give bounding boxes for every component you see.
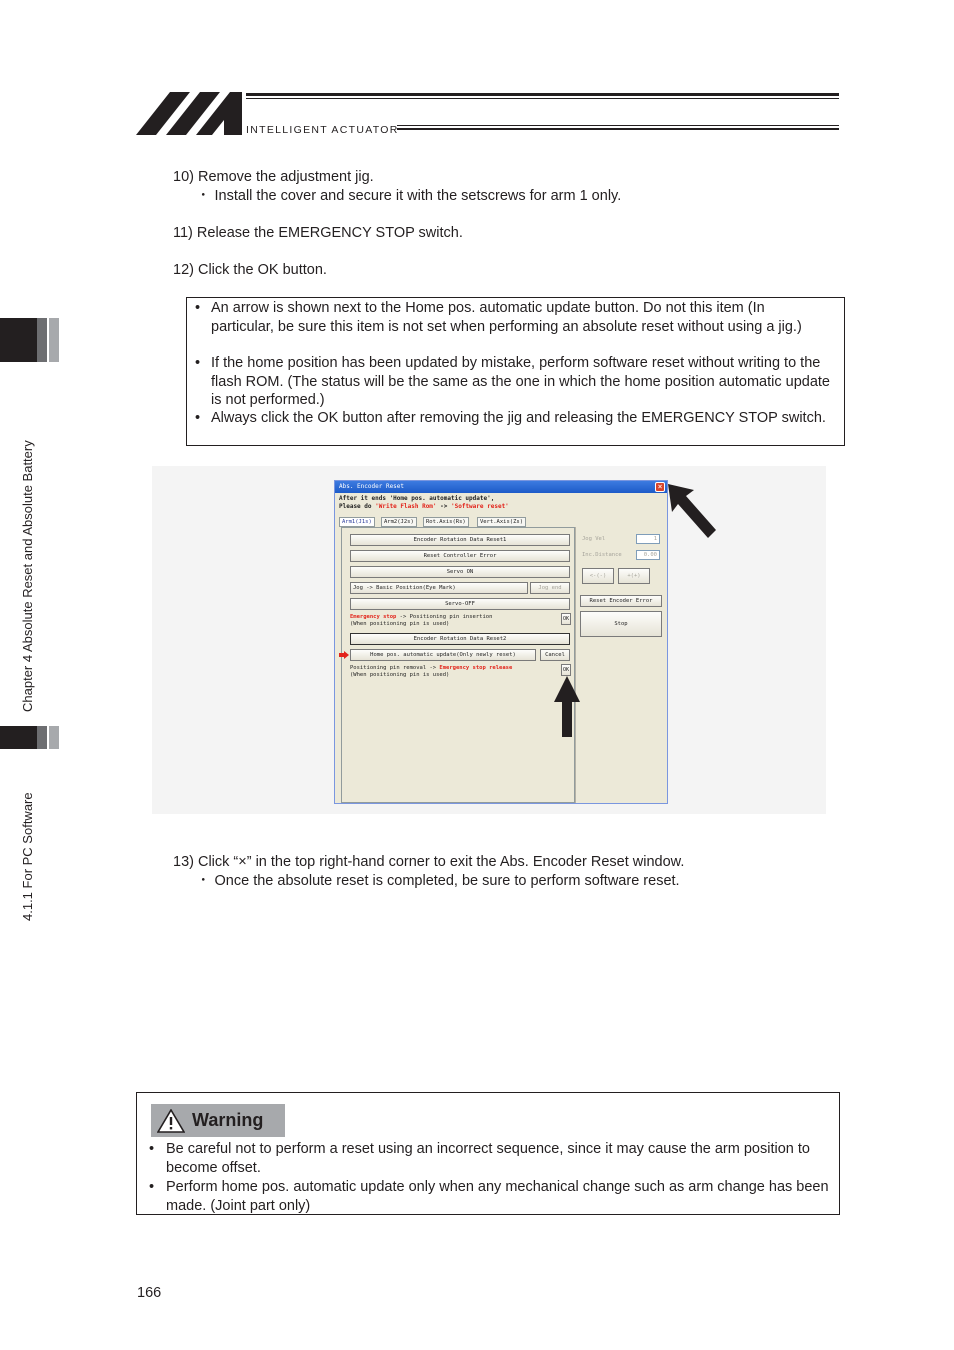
tab-vert-axis[interactable]: Vert.Axis(Zs) [477, 517, 526, 527]
bullet-dot: • [149, 1141, 155, 1157]
chapter-label: Chapter 4 Absolute Reset and Absolute Battery [20, 440, 35, 712]
warning-header [151, 1104, 285, 1137]
pin-used-line-2: (When positioning pin is used) [350, 672, 450, 678]
message-prefix: Please do [339, 503, 376, 510]
step-13: 13) Click “×” in the top right-hand corner to exit the Abs. Encoder Reset window. [173, 854, 685, 870]
emergency-release-text: Emergency stop release [439, 665, 513, 671]
inc-distance-field[interactable]: 0.00 [636, 550, 660, 560]
servo-on-button[interactable]: Servo ON [350, 566, 570, 578]
note-text: If the home position has been updated by mistake, perform software reset without writing to the flash ROM. (The status will be the same as the one in which the home position automatic update is not performed.) [211, 355, 830, 408]
brand-logo-mark [136, 92, 244, 136]
tab-arm1[interactable]: Arm1(J1s) [339, 517, 375, 527]
home-pos-update-button[interactable]: Home pos. automatic update(Only newly reset) [350, 649, 536, 661]
ok-button-2[interactable]: OK [561, 664, 571, 676]
jog-end-button[interactable]: Jog end [530, 582, 570, 594]
header-rule-top-thin [246, 98, 839, 99]
side-tab-dark [0, 318, 37, 362]
pin-removal-line [350, 665, 570, 672]
reset-controller-error-button[interactable]: Reset Controller Error [350, 550, 570, 562]
window-title: Abs. Encoder Reset [335, 481, 667, 493]
right-panel [575, 527, 665, 803]
abs-encoder-reset-window [334, 480, 668, 804]
side-tab-gray-2 [37, 726, 47, 749]
bullet-dot: • [195, 355, 201, 371]
close-button[interactable]: × [655, 482, 665, 492]
servo-off-button[interactable]: Servo-OFF [350, 598, 570, 610]
note-text: An arrow is shown next to the Home pos. automatic update button. Do not this item (In particular, be sure this item is not set when performing an absolute reset without using a jig.) [211, 300, 802, 335]
step-11: 11) Release the EMERGENCY STOP switch. [173, 225, 463, 241]
jog-minus-button[interactable]: <-(-) [582, 568, 614, 584]
red-arrow-marker-icon [339, 651, 349, 659]
header-rule-bottom-thick [397, 128, 839, 130]
step-10: 10) Remove the adjustment jig. [173, 169, 374, 185]
header-rule-bottom [397, 125, 839, 126]
header-rule-top [246, 93, 839, 96]
jog-vel-field[interactable]: 1 [636, 534, 660, 544]
message-arrow: -> [436, 503, 451, 510]
step-13-sub: ・ Once the absolute reset is completed, be sure to perform software reset. [196, 873, 680, 889]
pin-removal-text: Positioning pin removal -> [350, 665, 440, 671]
warning-text: Perform home pos. automatic update only when any mechanical change such as arm change has been made. (Joint part only) [166, 1179, 829, 1214]
brand-text: INTELLIGENT ACTUATOR [246, 124, 399, 136]
side-tab-gray-light-2 [49, 726, 59, 749]
message-line-2 [339, 503, 509, 510]
pin-insertion-text: -> Positioning pin insertion [396, 614, 493, 620]
section-label: 4.1.1 For PC Software [20, 792, 35, 921]
step-10-sub: ・ Install the cover and secure it with the setscrews for arm 1 only. [196, 188, 622, 204]
emergency-stop-text: Emergency stop [350, 614, 397, 620]
tab-rot-axis[interactable]: Rot.Axis(Rs) [423, 517, 469, 527]
encoder-reset1-button[interactable]: Encoder Rotation Data Reset1 [350, 534, 570, 546]
emergency-stop-line [350, 614, 570, 621]
inc-distance-label: Inc.Distance [582, 552, 622, 558]
jog-basic-position-button[interactable]: Jog -> Basic Position(Eye Mark) [350, 582, 528, 594]
side-tab-gray-light [49, 318, 59, 362]
stop-button[interactable]: Stop [580, 611, 662, 637]
encoder-reset2-button[interactable]: Encoder Rotation Data Reset2 [350, 633, 570, 645]
reset-encoder-error-button[interactable]: Reset Encoder Error [580, 595, 662, 607]
warning-triangle-icon [157, 1109, 185, 1133]
left-panel [341, 527, 575, 803]
warning-box [136, 1092, 840, 1215]
arrow-to-ok-icon [554, 676, 580, 738]
side-tab-gray [37, 318, 47, 362]
message-line-1: After it ends 'Home pos. automatic update', [339, 495, 495, 502]
message-software-reset: 'Software reset' [451, 503, 509, 510]
ok-button-1[interactable]: OK [561, 613, 571, 625]
tab-arm2[interactable]: Arm2(J2s) [381, 517, 417, 527]
message-write-flash: 'Write Flash Rom' [375, 503, 437, 510]
bullet-dot: • [195, 300, 201, 316]
jog-vel-label: Jog Vel [582, 536, 606, 542]
warning-title: Warning [192, 1110, 264, 1130]
warning-text: Be careful not to perform a reset using an incorrect sequence, since it may cause the arm position to become offset. [166, 1141, 810, 1176]
note-box [186, 297, 845, 446]
jog-plus-button[interactable]: +(+) [618, 568, 650, 584]
bullet-dot: • [149, 1179, 155, 1195]
step-12: 12) Click the OK button. [173, 262, 327, 278]
note-text: Always click the OK button after removing the jig and releasing the EMERGENCY STOP switch. [211, 410, 826, 426]
side-tab-dark-2 [0, 726, 37, 749]
cancel-button[interactable]: Cancel [540, 649, 570, 661]
arrow-to-close-icon [664, 480, 720, 542]
pin-used-line-1: (When positioning pin is used) [350, 621, 450, 627]
page-number: 166 [137, 1285, 162, 1301]
bullet-dot: • [195, 410, 201, 426]
